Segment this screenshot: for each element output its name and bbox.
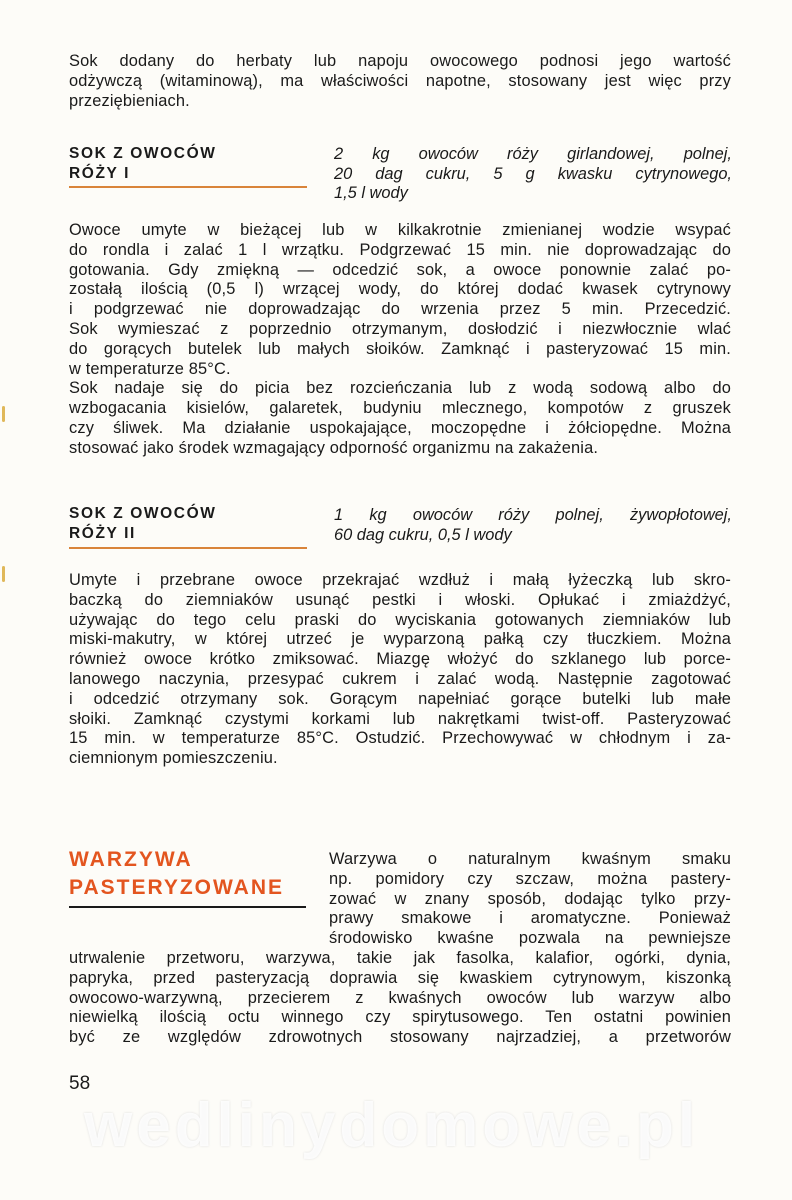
text-line: czy śliwek. Ma działanie uspokajające, moczopędne i żółciopędne. Można xyxy=(69,418,731,437)
text-line: przeziębieniach. xyxy=(69,91,190,110)
section-title xyxy=(69,846,284,902)
text-line: środowisko kwaśne pozwala na pewniejsze xyxy=(329,929,731,948)
section-side-text xyxy=(329,850,731,949)
text-line: prawy smakowe i aromatyczne. Ponieważ xyxy=(329,909,731,928)
section-title-rule xyxy=(69,906,306,908)
text-line: również owoce krótko zmiksować. Miazgę włożyć do szklanego lub porce- xyxy=(69,650,731,669)
ingredient-line: 20 dag cukru, 5 g kwasku cytrynowego, xyxy=(334,164,732,183)
ingredient-line: 1 kg owoców róży polnej, żywopłotowej, xyxy=(334,506,732,524)
text-line: do gorących butelek lub małych słoików. Zamknąć i pasteryzować 15 min. xyxy=(69,339,731,358)
recipe2-ingredients xyxy=(334,506,732,545)
text-line: w temperaturze 85°C. xyxy=(69,359,231,378)
ingredient-line: 60 dag cukru, 0,5 l wody xyxy=(334,525,512,544)
recipe2-title xyxy=(69,504,217,543)
watermark: wedlinydomowe.pl xyxy=(84,1091,700,1160)
text-line: stosować jako środek wzmagający odporność organizmu na zakażenia. xyxy=(69,438,599,457)
ingredient-line: 1,5 l wody xyxy=(334,184,408,203)
text-line: Warzywa o naturalnym kwaśnym smaku xyxy=(329,850,731,868)
edge-mark xyxy=(2,566,5,582)
text-line: 15 min. w temperaturze 85°C. Ostudzić. Przechowywać w chłodnym i za- xyxy=(69,729,731,748)
text-line: Owoce umyte w bieżącej lub w kilkakrotnie zmienianej wodzie wsypać xyxy=(69,221,731,239)
section-title-line: PASTERYZOWANE xyxy=(69,876,285,899)
text-line: być ze względów zdrowotnych stosowany najrzadziej, a przetworów xyxy=(69,1028,731,1047)
text-line: i odcedzić otrzymany sok. Gorącym napełniać gorące butelki lub małe xyxy=(69,689,731,708)
text-line: Sok dodany do herbaty lub napoju owocowego podnosi jego wartość xyxy=(69,52,731,70)
edge-mark xyxy=(2,406,5,422)
recipe1-instructions xyxy=(69,221,731,459)
text-line: używając do tego celu praski do wyciskania gotowanych ziemniaków lub xyxy=(69,610,731,629)
text-line: np. pomidory czy szczaw, można pastery- xyxy=(329,869,731,888)
page-number: 58 xyxy=(69,1073,91,1094)
ingredient-line: 2 kg owoców róży girlandowej, polnej, xyxy=(334,145,732,163)
title-line: RÓŻY II xyxy=(69,524,136,542)
text-line: papryka, przed pasteryzacją doprawia się kwaskiem cytrynowym, kiszonką xyxy=(69,968,731,987)
text-line: baczką do ziemniaków usunąć pestki i włoski. Opłukać i zmiażdżyć, xyxy=(69,590,731,609)
recipe1-title xyxy=(69,144,217,183)
text-line: ciemnionym pomieszczeniu. xyxy=(69,749,278,768)
text-line: zować w znany sposób, dodając tylko przy- xyxy=(329,889,731,908)
title-line: RÓŻY I xyxy=(69,164,130,182)
section-title-line: WARZYWA xyxy=(69,848,193,871)
text-line: utrwalenie przetworu, warzywa, takie jak fasolka, kalafior, ogórki, dynia, xyxy=(69,949,731,967)
text-line: i podgrzewać nie doprowadzając do wrzenia przez 5 min. Przecedzić. xyxy=(69,300,731,319)
recipe2-title-rule xyxy=(69,547,307,549)
text-line: zostałą ilością (0,5 l) wrzącej wody, do której dodać kwasek cytrynowy xyxy=(69,280,731,299)
text-line: słoiki. Zamknąć czystymi korkami lub nakrętkami twist-off. Pasteryzować xyxy=(69,709,731,728)
text-line: gotowania. Gdy zmiękną — odcedzić sok, a owoce ponownie zalać po- xyxy=(69,260,731,279)
title-line: SOK Z OWOCÓW xyxy=(69,505,217,522)
text-line: odżywczą (witaminową), ma właściwości napotne, stosowany jest więc przy xyxy=(69,71,731,90)
text-line: miski-makutry, w której utrzeć je wyparzoną pałką czy tłuczkiem. Można xyxy=(69,630,731,649)
recipe2-instructions xyxy=(69,571,731,769)
text-line: Umyte i przebrane owoce przekrajać wzdłuż i małą łyżeczką lub skro- xyxy=(69,571,731,589)
text-line: Sok nadaje się do picia bez rozcieńczania lub z wodą sodową albo do xyxy=(69,379,731,398)
text-line: owocowo-warzywną, przecierem z kwaśnych owoców lub warzyw albo xyxy=(69,988,731,1007)
title-line: SOK Z OWOCÓW xyxy=(69,145,217,162)
recipe1-title-rule xyxy=(69,186,307,188)
text-line: lanowego naczynia, przesypać cukrem i zalać wodą. Następnie zagotować xyxy=(69,669,731,688)
section-body-text xyxy=(69,949,731,1048)
text-line: wzbogacania kisielów, galaretek, budyniu mlecznego, kompotów z gruszek xyxy=(69,399,731,418)
text-line: Sok wymieszać z poprzednio otrzymanym, dosłodzić i niezwłocznie wlać xyxy=(69,319,731,338)
intro-paragraph xyxy=(69,52,731,111)
text-line: niewielką ilością octu winnego czy spirytusowego. Ten ostatni powinien xyxy=(69,1008,731,1027)
recipe1-ingredients xyxy=(334,145,732,204)
text-line: do rondla i zalać 1 l wrzątku. Podgrzewać 15 min. nie doprowadzając do xyxy=(69,240,731,259)
